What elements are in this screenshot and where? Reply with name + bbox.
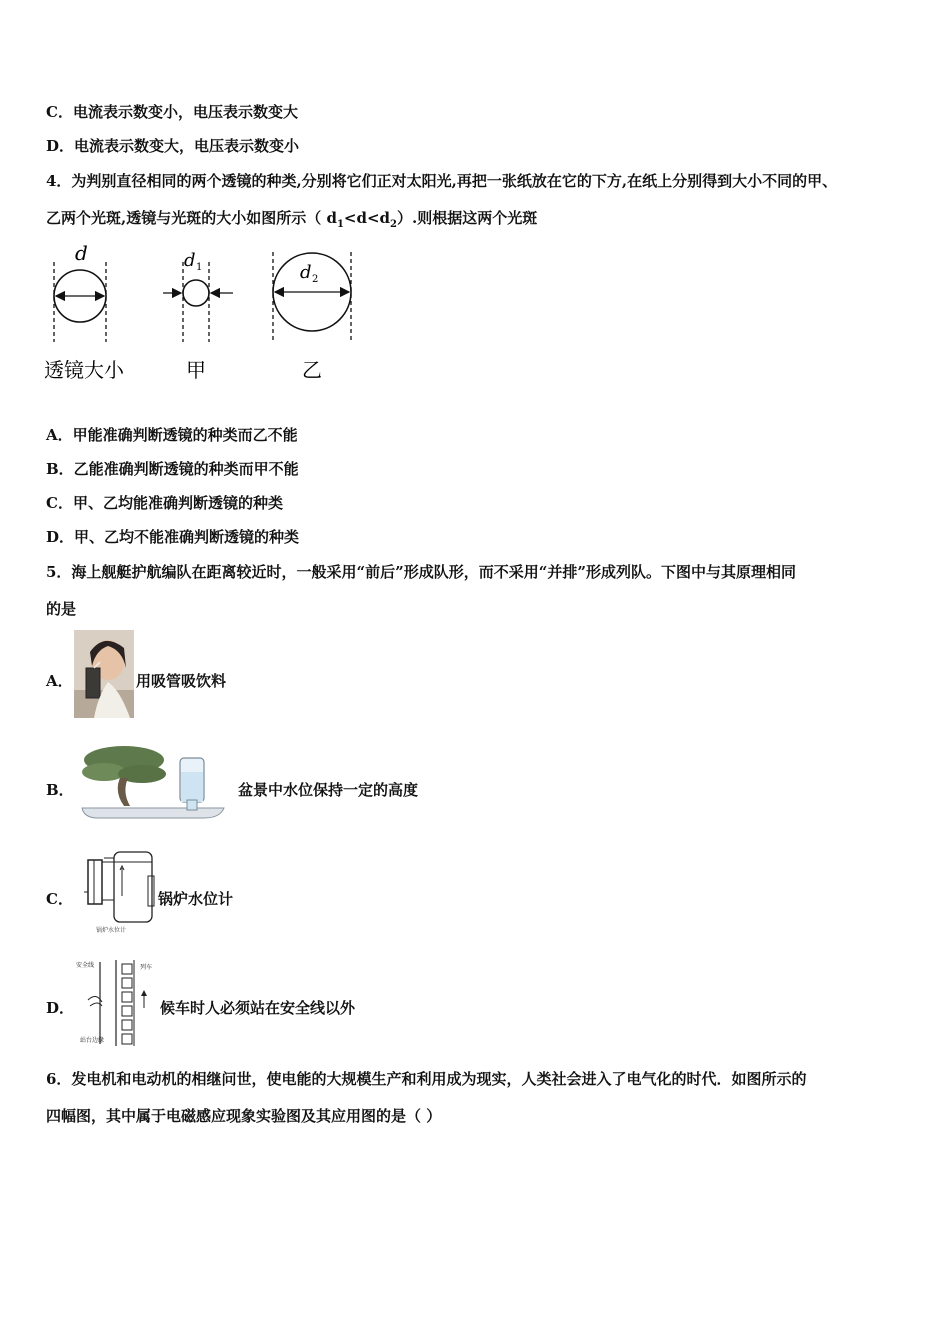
boiler-gauge-drawing (74, 848, 158, 934)
jia-d1-symbol: d (184, 250, 196, 271)
train-label: 列车 (140, 964, 153, 971)
q4-stem-line1: 4．为判别直径相同的两个透镜的种类,分别将它们正对太阳光,再把一张纸放在它的下方,在纸上分别得到大小不同的甲、 (46, 172, 838, 190)
q5-option-c-label: C． (46, 890, 73, 908)
q4-option-c: C．甲、乙均能准确判断透镜的种类 (46, 494, 283, 512)
label-jia: 甲 (186, 358, 206, 382)
lens-d-symbol: d (75, 241, 88, 265)
yi-spot-drawing (273, 252, 351, 342)
q3-option-d: D．电流表示数变大，电压表示数变小 (46, 137, 300, 155)
q4-option-b: B．乙能准确判断透镜的种类而甲不能 (46, 460, 299, 478)
safety-line-label: 安全线 (76, 962, 95, 969)
lens-drawing (54, 241, 106, 342)
q5-option-d-label: D． (46, 999, 75, 1017)
q5-stem-line2: 的是 (46, 600, 77, 618)
q5-option-c-text: 锅炉水位计 (158, 890, 234, 908)
jia-spot-drawing (163, 250, 233, 342)
platform-edge-label: 站台边缘 (80, 1037, 105, 1044)
label-lens-size: 透镜大小 (44, 358, 124, 382)
q3-option-c: C．电流表示数变小，电压表示数变大 (46, 103, 298, 121)
q5-option-a-text: 用吸管吸饮料 (136, 672, 227, 690)
bonsai-photo (74, 738, 236, 822)
q5-option-a-label: A． (46, 672, 73, 690)
jia-d1-sub: 1 (196, 262, 203, 273)
yi-d2-symbol: d (300, 262, 312, 283)
q4-sub2: 2 (390, 219, 397, 230)
q5-option-b-text: 盆景中水位保持一定的高度 (238, 781, 419, 799)
q5-stem-line1: 5．海上舰艇护航编队在距离较近时，一般采用“前后”形成队形，而不采用“并排”形成列队。下图中与其原理相同 (46, 563, 796, 581)
yi-d2-sub: 2 (312, 274, 319, 285)
q4-stem-line2-post: ）.则根据这两个光斑 (397, 209, 538, 227)
q6-stem-line2: 四幅图，其中属于电磁感应现象实验图及其应用图的是（ ） (46, 1107, 442, 1125)
q6-stem-line1: 6．发电机和电动机的相继问世，使电能的大规模生产和利用成为现实，人类社会进入了电气化的时代．如图所示的 (46, 1070, 807, 1088)
drinking-straw-photo (74, 630, 134, 718)
label-yi: 乙 (302, 358, 322, 382)
q4-stem-line2 (46, 208, 537, 235)
q5-option-b-label: B． (46, 781, 74, 799)
boiler-figure-caption: 锅炉水位计 (96, 927, 127, 934)
q5-option-d-text: 候车时人必须站在安全线以外 (160, 999, 356, 1017)
q4-option-d: D．甲、乙均不能准确判断透镜的种类 (46, 528, 300, 546)
q4-lt: <d<d (343, 209, 391, 227)
q4-option-a: A．甲能准确判断透镜的种类而乙不能 (46, 426, 298, 444)
q4-sub1: 1 (336, 219, 344, 230)
q4-stem-line2-pre: 乙两个光斑,透镜与光斑的大小如图所示（ d (46, 209, 337, 227)
platform-safety-line-drawing (74, 956, 160, 1048)
lens-spot-figure (40, 240, 370, 390)
